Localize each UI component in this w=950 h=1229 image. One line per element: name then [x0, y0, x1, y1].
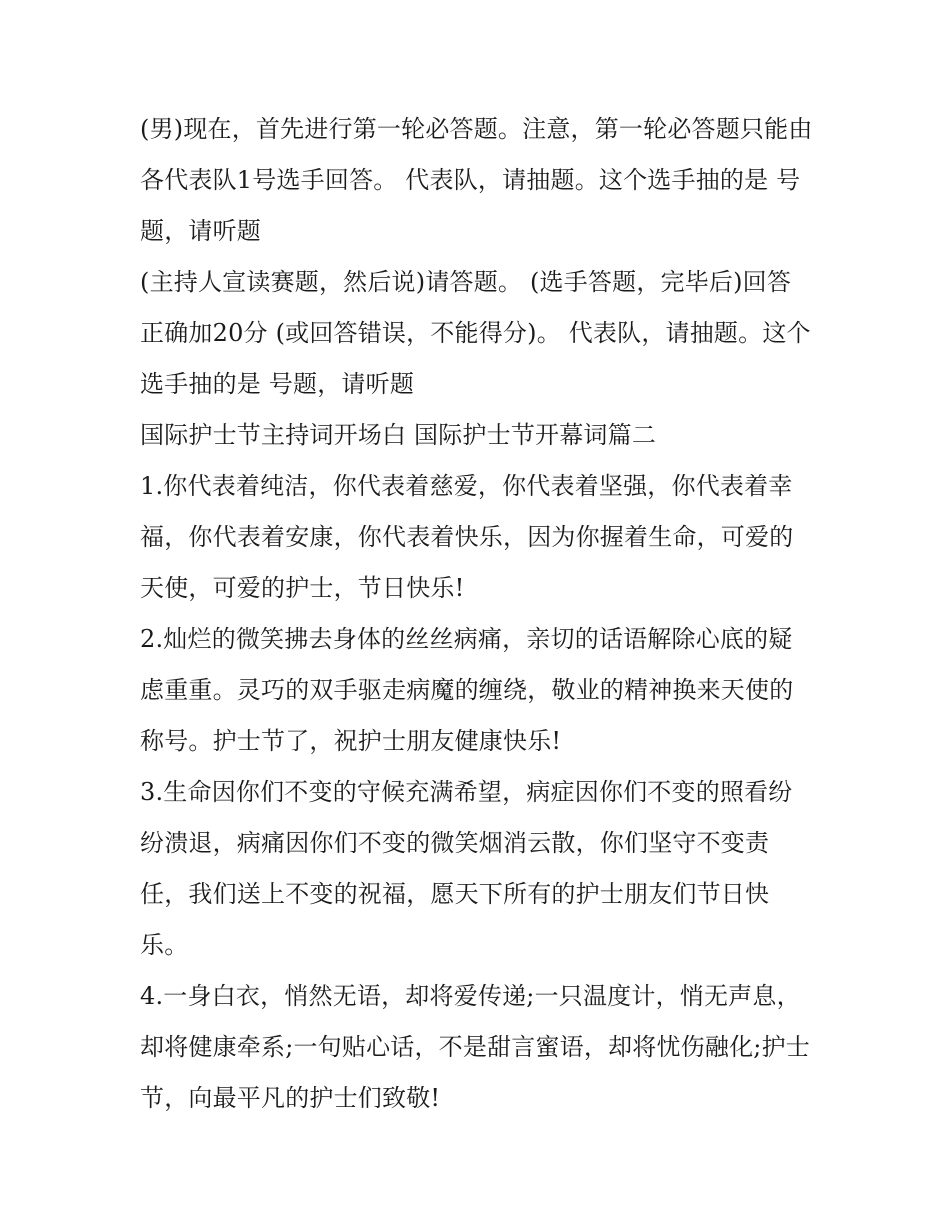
paragraph-first-round-intro: (男)现在，首先进行第一轮必答题。注意，第一轮必答题只能由各代表队1号选手回答。 代表队，请抽题。这个选手抽的是 号题，请听题	[140, 115, 813, 245]
paragraph-answer-instructions: (主持人宣读赛题，然后说)请答题。 (选手答题，完毕后)回答正确加20分 (或回答错误，不能得分)。 代表队，请抽题。这个选手抽的是 号题，请听题	[140, 268, 811, 398]
paragraph-blessing-3: 3.生命因你们不变的守候充满希望，病症因你们不变的照看纷纷溃退，病痛因你们不变的微笑烟消云散，你们坚守不变责任，我们送上不变的祝福，愿天下所有的护士朋友们节日快乐。	[140, 778, 793, 959]
paragraph-blessing-4: 4.一身白衣，悄然无语，却将爱传递;一只温度计，悄无声息，却将健康牵系;一句贴心话，不是甜言蜜语，却将忧伤融化;护士节，向最平凡的护士们致敬!	[140, 982, 810, 1112]
paragraph-blessing-2: 2.灿烂的微笑拂去身体的丝丝病痛，亲切的话语解除心底的疑虑重重。灵巧的双手驱走病魔的缠绕，敬业的精神换来天使的称号。护士节了，祝护士朋友健康快乐!	[140, 625, 794, 755]
paragraph-blessing-1: 1.你代表着纯洁，你代表着慈爱，你代表着坚强，你代表着幸福，你代表着安康，你代表着快乐，因为你握着生命，可爱的天使，可爱的护士，节日快乐!	[140, 472, 794, 602]
document-body	[140, 104, 815, 1124]
section-heading: 国际护士节主持词开场白 国际护士节开幕词篇二	[140, 421, 657, 449]
